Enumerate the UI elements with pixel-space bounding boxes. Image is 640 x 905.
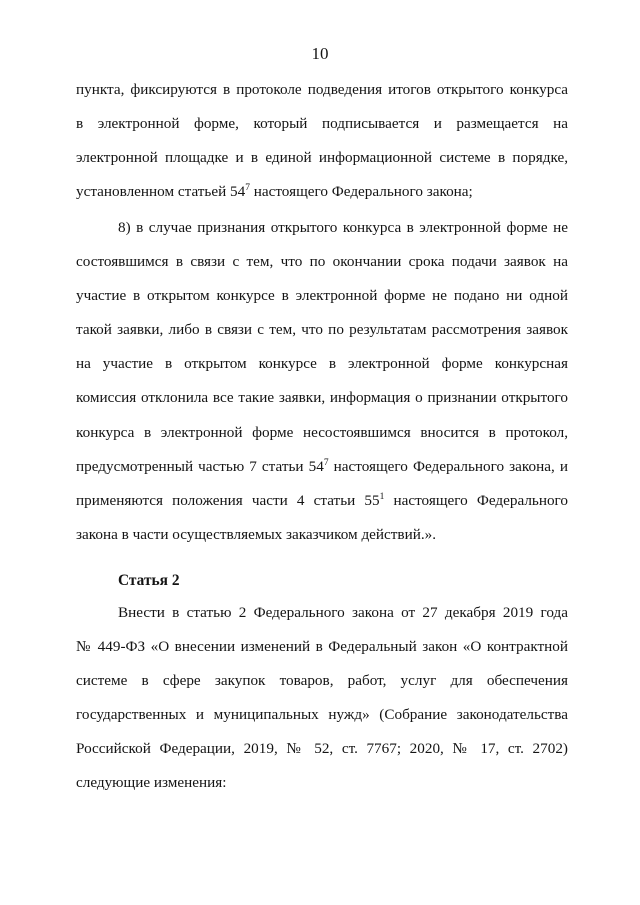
text-line: пункта, фиксируются в протоколе подведения итогов открытого конкурса	[76, 81, 568, 98]
text-line	[76, 450, 568, 484]
text-segment: настоящего Федерального закона;	[249, 183, 473, 201]
text-line: закона в части осуществляемых заказчиком действий.».	[76, 525, 437, 543]
text-line: Внести в статью 2 Федерального закона от 27 декабря 2019 года	[118, 604, 568, 621]
text-segment: предусмотренный частью 7 статьи 54	[76, 457, 324, 475]
text-line: конкурса в электронной форме несостоявшимся вносится в протокол,	[76, 423, 568, 441]
text-line: Российской Федерации, 2019, № 52, ст. 7767; 2020, № 17, ст. 2702)	[76, 740, 568, 758]
text-line: государственных и муниципальных нужд» (Собрание законодательства	[76, 706, 568, 724]
text-line: системе в сфере закупок товаров, работ, услуг для обеспечения	[76, 672, 568, 690]
text-line: участие в открытом конкурсе в электронной форме не подано ни одной	[76, 287, 568, 305]
text-segment: настоящего Федерального закона, и	[328, 457, 568, 475]
text-line: 8) в случае признания открытого конкурса в электронной форме не	[118, 219, 568, 236]
text-segment: установленном статьей 54	[76, 183, 246, 201]
text-line: следующие изменения:	[76, 774, 227, 792]
text-line: состоявшимся в связи с тем, что по окончании срока подачи заявок на	[76, 253, 568, 271]
text-line: такой заявки, либо в связи с тем, что по результатам рассмотрения заявок	[76, 321, 568, 339]
text-line: в электронной форме, который подписывается и размещается на	[76, 115, 568, 133]
paragraph-item-8	[76, 211, 568, 552]
text-segment: применяются положения части 4 статьи 55	[76, 491, 380, 509]
text-line	[76, 175, 568, 209]
article-2-paragraph	[76, 596, 568, 801]
superscript: 7	[323, 457, 329, 468]
text-line: № 449-ФЗ «О внесении изменений в Федеральный закон «О контрактной	[76, 638, 568, 656]
text-line	[76, 484, 568, 518]
paragraph-continuation	[76, 73, 568, 209]
text-line: электронной площадке и в единой информационной системе в порядке,	[76, 149, 568, 167]
page-number: 10	[311, 44, 329, 63]
text-line: комиссия отклонила все такие заявки, информация о признании открытого	[76, 389, 568, 407]
text-line: на участие в открытом конкурсе в электронной форме конкурсная	[76, 355, 568, 373]
text-segment: настоящего Федерального	[384, 491, 568, 509]
superscript: 7	[245, 183, 250, 194]
superscript: 1	[379, 491, 385, 502]
article-heading: Статья 2	[118, 572, 180, 589]
